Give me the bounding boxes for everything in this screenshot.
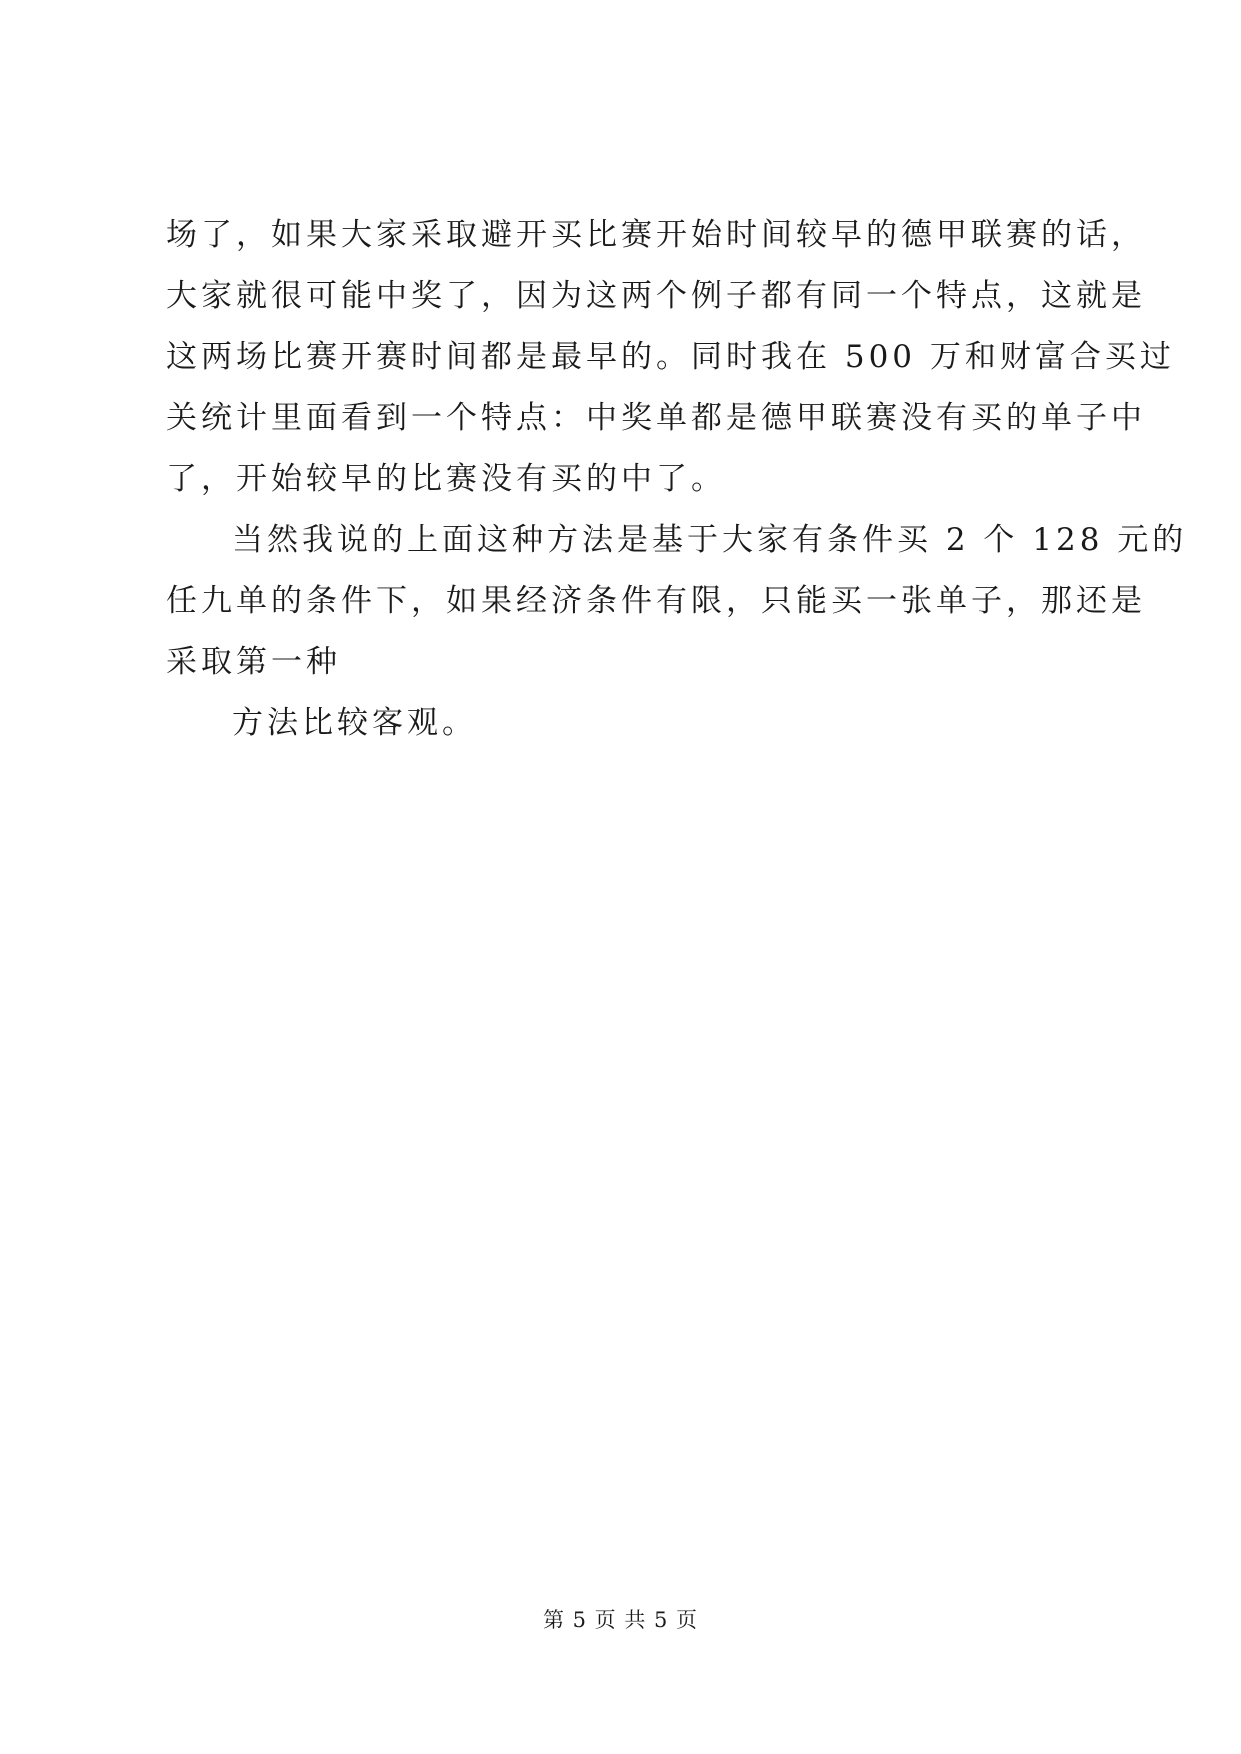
- paragraph-line: 关统计里面看到一个特点：中奖单都是德甲联赛没有买的单子中: [166, 400, 1146, 436]
- paragraph-line: 采取第一种: [166, 644, 341, 680]
- paragraph-line: 这两场比赛开赛时间都是最早的。同时我在 500 万和财富合买过: [166, 339, 1175, 375]
- paragraph-line: 方法比较客观。: [232, 705, 477, 741]
- paragraph-line: 了，开始较早的比赛没有买的中了。: [166, 461, 726, 497]
- paragraph-line: 当然我说的上面这种方法是基于大家有条件买 2 个 128 元的: [232, 522, 1188, 558]
- paragraph-line: 场了，如果大家采取避开买比赛开始时间较早的德甲联赛的话，: [166, 217, 1146, 253]
- paragraph-line: 大家就很可能中奖了，因为这两个例子都有同一个特点，这就是: [166, 278, 1146, 314]
- paragraph-line: 任九单的条件下，如果经济条件有限，只能买一张单子，那还是: [166, 583, 1146, 619]
- page-number-footer: 第 5 页 共 5 页: [542, 1608, 699, 1632]
- document-body: [166, 205, 1188, 754]
